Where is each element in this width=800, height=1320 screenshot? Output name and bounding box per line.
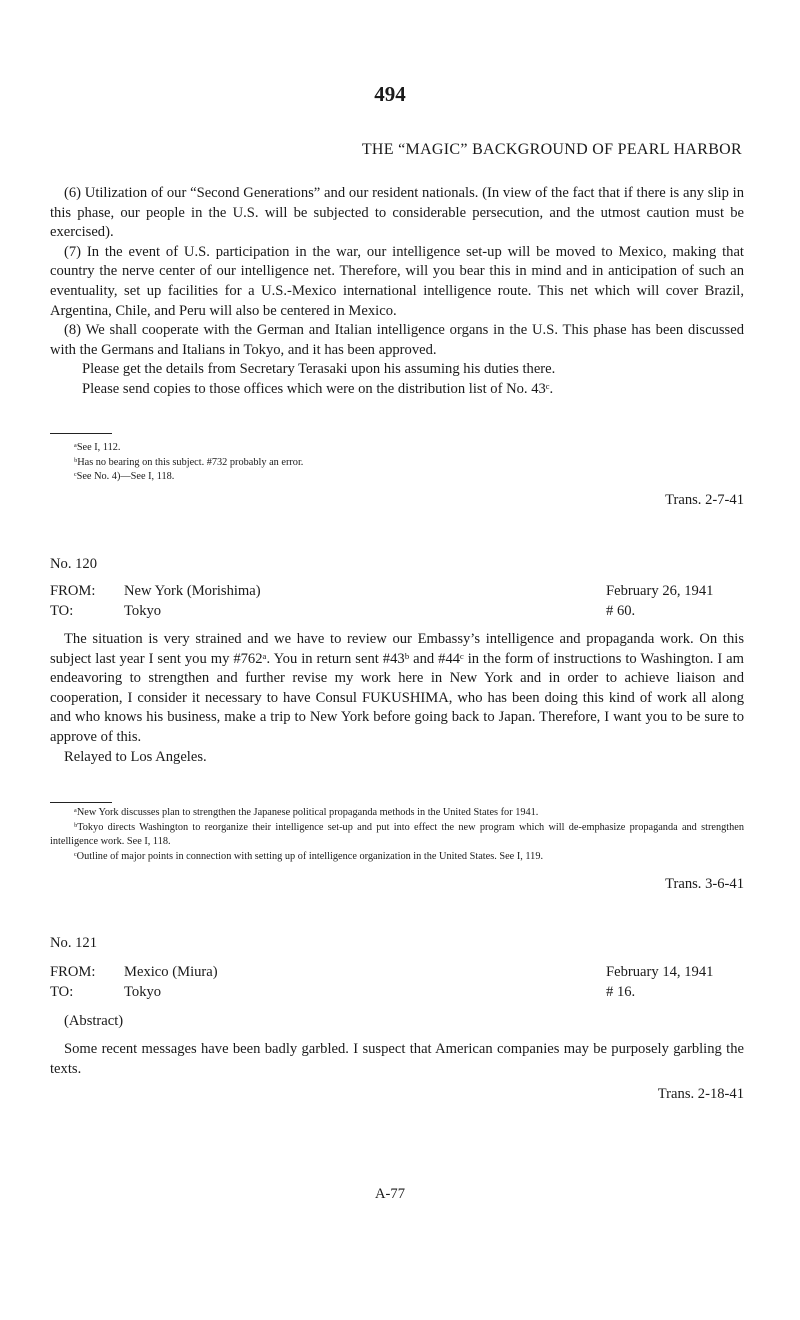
to-value: Tokyo <box>124 983 162 1000</box>
to-label: TO: <box>50 602 74 619</box>
trans-date: Trans. 3-6-41 <box>665 876 744 892</box>
message-number: No. 121 <box>50 935 98 951</box>
closing-line-1: Please get the details from Secretary Terasaki upon his assuming his duties there. <box>82 361 556 378</box>
footnote: ᵃSee I, 112. <box>74 442 121 453</box>
section1-footnotes <box>74 441 744 485</box>
message-ref: # 60. <box>606 602 636 619</box>
message-header <box>50 963 736 1002</box>
footnote: ᶜOutline of major points in connection with setting up of intelligence organization in the United States. See I, 119. <box>74 850 544 862</box>
message-body <box>50 630 744 767</box>
paragraph-7: (7) In the event of U.S. participation in the war, our intelligence set-up will be moved to Mexico, making that country the nerve center of our intelligence net. Therefore, will you bear this in mind and in anticipation of such an eventuality, set up facilities for a U.S.-Mexico international intelligence route. This net which will cover Brazil, Argentina, Chile, and Peru will also be centered in Mexico. <box>50 243 744 319</box>
page-number: 494 <box>374 82 406 106</box>
message-date: February 26, 1941 <box>606 583 714 599</box>
message-date: February 14, 1941 <box>606 964 714 980</box>
footnote: ᵇHas no bearing on this subject. #732 probably an error. <box>74 456 304 468</box>
from-label: FROM: <box>50 964 96 980</box>
footnote: ᶜSee No. 4)—See I, 118. <box>74 471 175 483</box>
from-value: Mexico (Miura) <box>124 964 218 980</box>
paragraph-6: (6) Utilization of our “Second Generations” and our resident nationals. (In view of the fact that if there is any slip in this phase, our people in the U.S. will be subjected to considerable persecution, and the utmost caution must be exercised). <box>50 185 744 241</box>
footnote-rule <box>50 433 112 434</box>
footnote: ᵃNew York discusses plan to strengthen the Japanese political propaganda methods in the United States for 1941. <box>74 807 539 818</box>
to-label: TO: <box>50 983 74 1000</box>
msg120-footnotes <box>50 806 744 864</box>
from-value: New York (Morishima) <box>124 583 261 599</box>
footnote-rule <box>50 802 112 803</box>
trans-date: Trans. 2-18-41 <box>657 1086 744 1102</box>
message-ref: # 16. <box>606 983 636 1000</box>
relayed-line: Relayed to Los Angeles. <box>64 748 207 765</box>
page-footer: A-77 <box>375 1186 405 1202</box>
from-label: FROM: <box>50 583 96 599</box>
footnote: ᵇTokyo directs Washington to reorganize their intelligence set-up and put into effect the new program which will de-emphasize propaganda and strengthen intelligence work. See I, 118. <box>50 821 744 848</box>
trans-date: Trans. 2-7-41 <box>665 492 744 508</box>
section1-body <box>50 184 744 400</box>
message-body <box>50 1040 744 1079</box>
message-number: No. 120 <box>50 556 98 572</box>
running-head: THE “MAGIC” BACKGROUND OF PEARL HARBOR <box>361 141 742 158</box>
to-value: Tokyo <box>124 602 162 619</box>
paragraph-8: (8) We shall cooperate with the German and Italian intelligence organs in the U.S. This phase has been discussed with the Germans and Italians in Tokyo, and it has been approved. <box>50 322 744 358</box>
message-text: Some recent messages have been badly garbled. I suspect that American companies may be purposely garbling the texts. <box>50 1041 744 1077</box>
abstract-note: (Abstract) <box>64 1013 124 1029</box>
message-header <box>50 582 736 621</box>
closing-line-2: Please send copies to those offices which were on the distribution list of No. 43ᶜ. <box>82 380 554 397</box>
message-text: The situation is very strained and we have to review our Embassy’s intelligence and propaganda work. On this subject last year I sent you my #762ᵃ. You in return sent #43ᵇ and #44ᶜ in the form of instructions to Washington. I am endeavoring to strengthen and further revise my work here in New York and in order to achieve liaison and cooperation, I consider it necessary to have Consul FUKUSHIMA, who has been doing this kind of work all along and who knows his business, make a trip to New York before going back to Japan. Therefore, I want you to be sure to approve of this. <box>50 631 744 745</box>
